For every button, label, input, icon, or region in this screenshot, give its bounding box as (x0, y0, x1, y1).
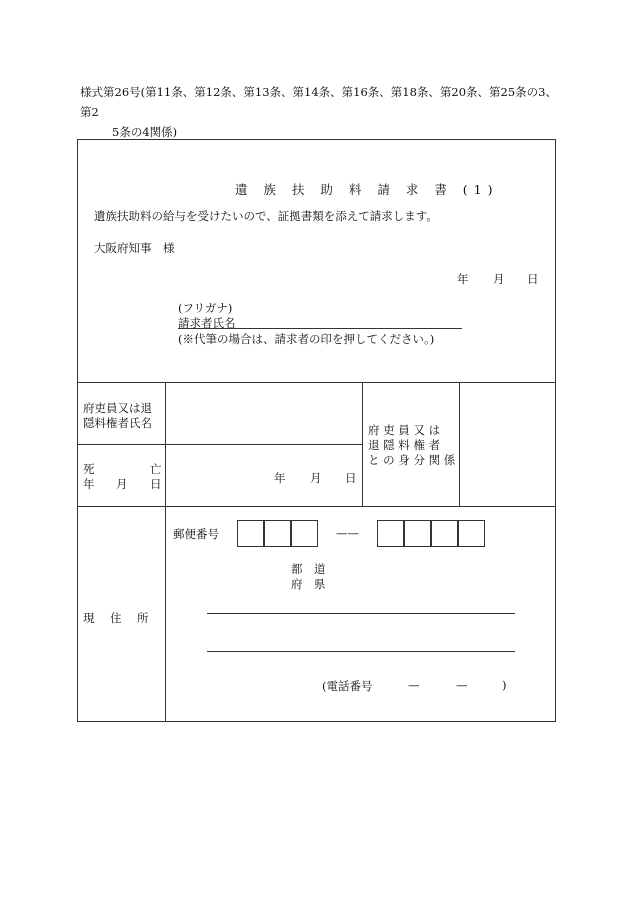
death-label-month: 月 (116, 477, 128, 491)
form-header (80, 82, 560, 142)
claimant-name-line[interactable] (178, 328, 462, 329)
form-box (77, 139, 556, 722)
divider (362, 382, 363, 506)
postal-digit-box[interactable] (291, 520, 318, 547)
date-day-label: 日 (527, 272, 539, 286)
date-year-label: 年 (457, 272, 469, 286)
postal-digit-box[interactable] (264, 520, 291, 547)
address-label: 現 住 所 (83, 611, 151, 625)
phone-close: ) (502, 678, 507, 692)
postal-dash: —— (336, 526, 359, 540)
divider (459, 382, 460, 506)
pref-char-dou: 道 (314, 562, 326, 576)
postal-digit-box[interactable] (377, 520, 404, 547)
addressee: 大阪府知事 様 (94, 241, 175, 255)
pref-char-ken: 県 (314, 577, 326, 591)
deceased-name-label-1: 府吏員又は退 (83, 401, 152, 415)
death-month-label: 月 (310, 471, 322, 485)
address-line-1[interactable] (207, 613, 515, 614)
death-day-label: 日 (345, 471, 357, 485)
pref-char-to: 都 (291, 562, 303, 576)
phone-dash: — (456, 678, 468, 692)
furigana-label: (フリガナ) (178, 301, 233, 315)
date-month-label: 月 (493, 272, 505, 286)
pref-char-fu: 府 (291, 577, 303, 591)
postal-digit-box[interactable] (431, 520, 458, 547)
form-number-line-2: 5条の4関係) (112, 125, 178, 139)
death-label-char-2: 亡 (150, 462, 162, 476)
deceased-name-label-2: 隠料権者氏名 (83, 416, 152, 430)
relation-label-1: 府 吏 員 又 は (368, 423, 441, 437)
death-year-label: 年 (274, 471, 286, 485)
relation-label-2: 退 隠 料 権 者 (368, 438, 441, 452)
phone-dash: — (408, 678, 420, 692)
divider (78, 506, 555, 507)
divider (165, 382, 166, 721)
relation-field[interactable] (464, 388, 550, 500)
form-number-line-1: 様式第26号(第11条、第12条、第13条、第14条、第16条、第18条、第20条、第25条の3、第2 (80, 85, 557, 119)
death-label-char-1: 死 (83, 462, 95, 476)
relation-label-3: と の 身 分 関 係 (368, 453, 456, 467)
form-title: 遺 族 扶 助 料 請 求 書 (1) (235, 182, 499, 197)
phone-label: (電話番号 (322, 679, 373, 693)
address-line-2[interactable] (207, 651, 515, 652)
postal-digit-box[interactable] (458, 520, 485, 547)
deceased-name-field[interactable] (171, 388, 356, 438)
seal-note: (※代筆の場合は、請求者の印を押してください。) (178, 332, 435, 346)
death-label-year: 年 (83, 477, 95, 491)
divider (78, 382, 555, 383)
postal-digit-box[interactable] (404, 520, 431, 547)
claimant-name-label: 請求者氏名 (178, 316, 236, 330)
postal-code-label: 郵便番号 (173, 527, 219, 541)
divider (78, 444, 362, 445)
death-label-day: 日 (150, 477, 162, 491)
postal-digit-box[interactable] (237, 520, 264, 547)
intro-text: 遺族扶助料の給与を受けたいので、証拠書類を添えて請求します。 (94, 209, 438, 223)
